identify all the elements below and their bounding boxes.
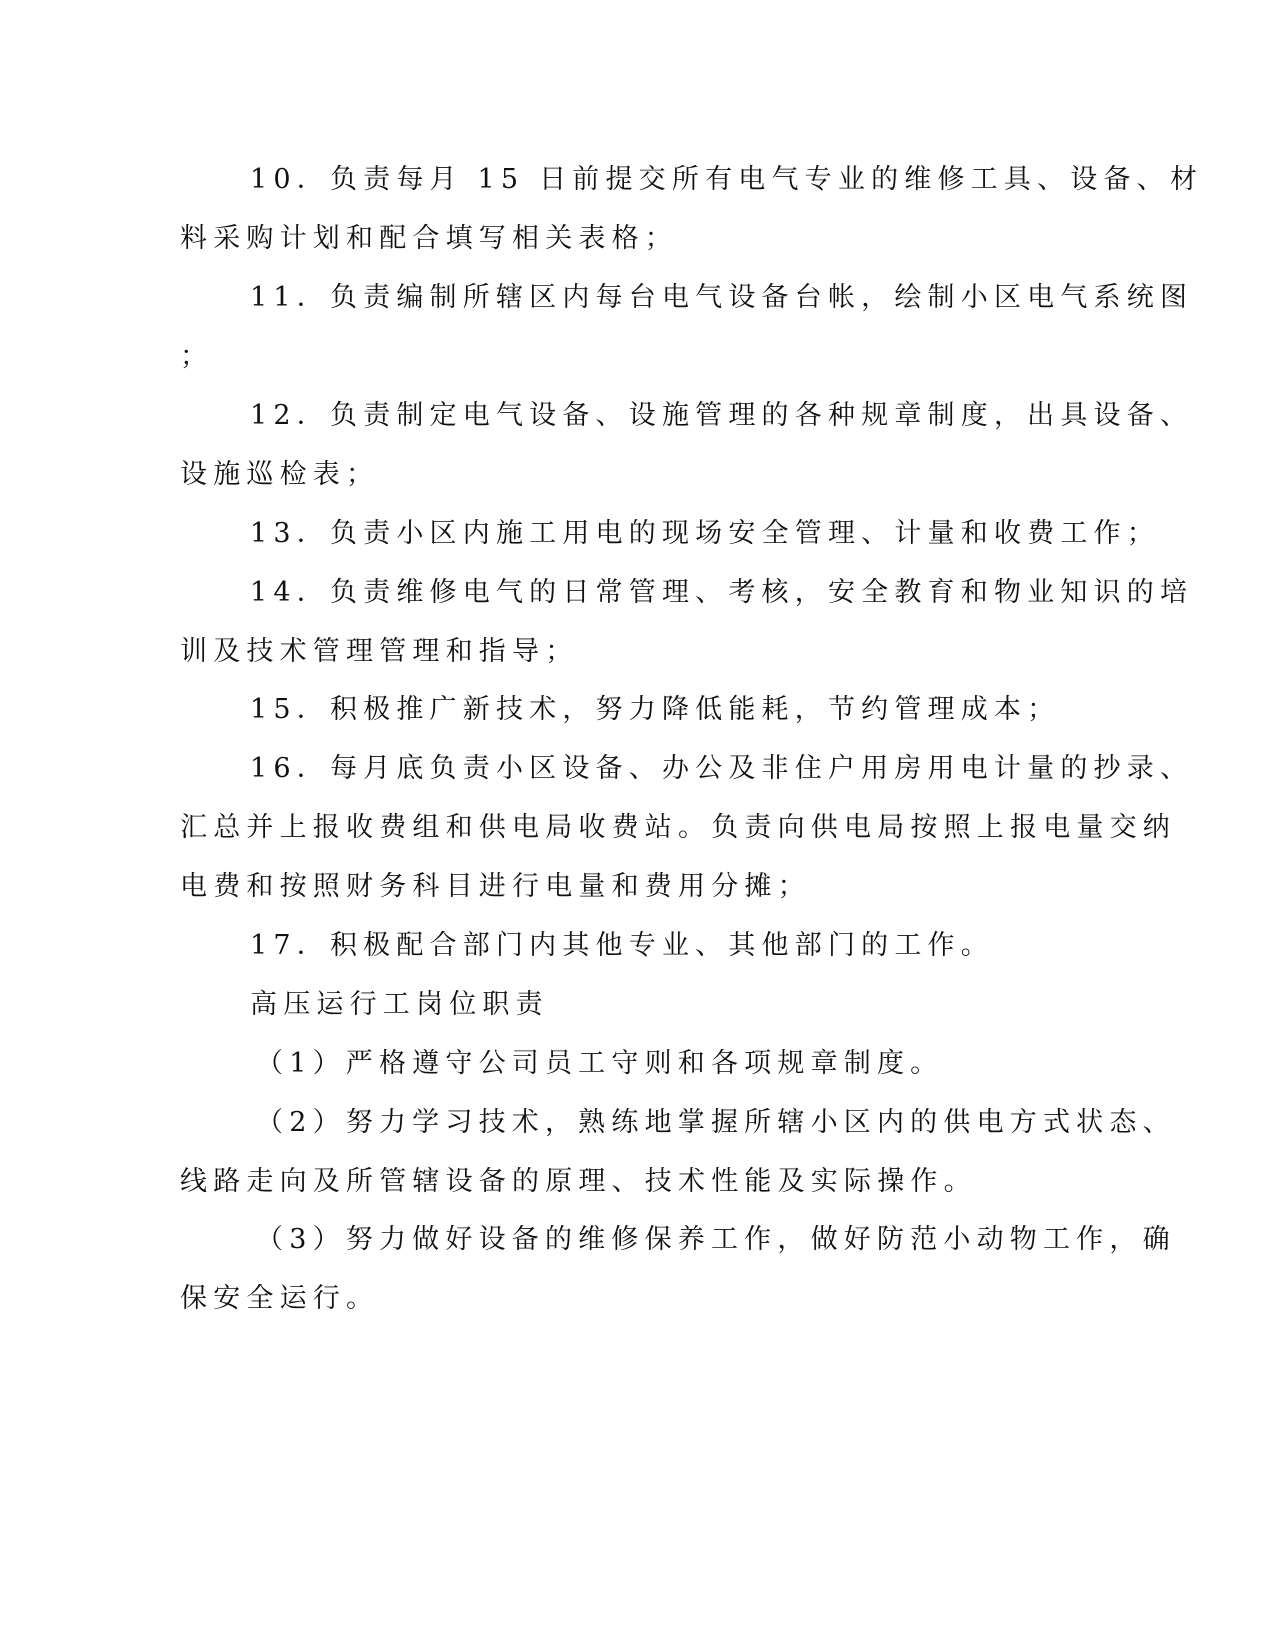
- item-10-line-2: 料采购计划和配合填写相关表格；: [180, 223, 678, 254]
- duty-1-line-1: （1）严格遵守公司员工守则和各项规章制度。: [256, 1048, 944, 1079]
- item-14-line-2: 训及技术管理管理和指导；: [180, 636, 579, 667]
- item-11-line-2: ；: [180, 341, 214, 372]
- duty-2-line-2: 线路走向及所管辖设备的原理、技术性能及实际操作。: [180, 1166, 977, 1197]
- item-17-line-1: 17．积极配合部门内其他专业、其他部门的工作。: [250, 930, 994, 961]
- item-16-line-3: 电费和按照财务科目进行电量和费用分摊；: [180, 871, 811, 902]
- item-15-line-1: 15．积极推广新技术，努力降低能耗，节约管理成本；: [250, 694, 1061, 725]
- item-11-line-1: 11．负责编制所辖区内每台电气设备台帐，绘制小区电气系统图: [250, 282, 1194, 313]
- section-heading: 高压运行工岗位职责: [250, 989, 549, 1020]
- item-16-line-2: 汇总并上报收费组和供电局收费站。负责向供电局按照上报电量交纳: [180, 812, 1176, 843]
- item-13-line-1: 13．负责小区内施工用电的现场安全管理、计量和收费工作；: [250, 518, 1160, 549]
- item-14-line-1: 14．负责维修电气的日常管理、考核，安全教育和物业知识的培: [250, 577, 1194, 608]
- duty-3-line-1: （3）努力做好设备的维修保养工作，做好防范小动物工作，确: [256, 1224, 1176, 1255]
- item-12-line-2: 设施巡检表；: [180, 459, 380, 490]
- duty-2-line-1: （2）努力学习技术，熟练地掌握所辖小区内的供电方式状态、: [256, 1107, 1176, 1138]
- item-16-line-1: 16．每月底负责小区设备、办公及非住户用房用电计量的抄录、: [250, 753, 1194, 784]
- item-10-line-1: 10．负责每月 15 日前提交所有电气专业的维修工具、设备、材: [250, 164, 1204, 195]
- item-12-line-1: 12．负责制定电气设备、设施管理的各种规章制度，出具设备、: [250, 400, 1194, 431]
- duty-3-line-2: 保安全运行。: [180, 1283, 380, 1314]
